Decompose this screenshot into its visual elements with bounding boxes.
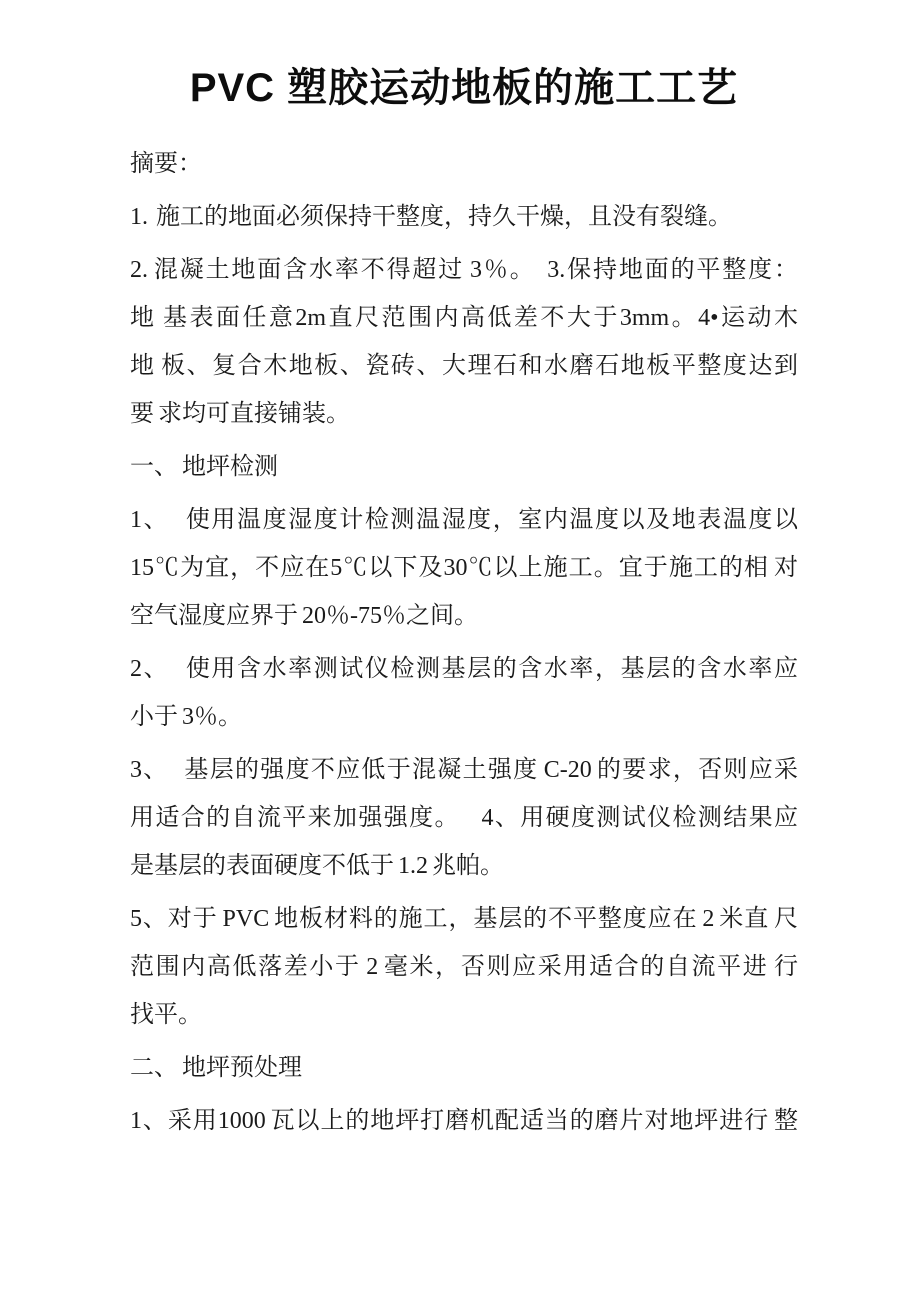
text-line: 5、对于 PVC 地板材料的施工，基层的不平整度应在 2 米直 尺	[130, 906, 798, 932]
paragraph-section1-item2	[130, 645, 798, 741]
paragraph-section1-item3-4	[130, 746, 798, 890]
text-line: 找平。	[130, 1002, 202, 1028]
section-heading-1	[130, 443, 798, 491]
text-line: 15℃为宜，不应在5℃以下及30℃以上施工。宜于施工的相 对	[130, 555, 798, 581]
text-line: 空气湿度应界于 20％-75％之间。	[130, 603, 478, 629]
text-line: 地 板、复合木地板、瓷砖、大理石和水磨石地板平整度达到	[130, 353, 798, 379]
text-line: 2. 混凝土地面含水率不得超过 3％。 3.保持地面的平整度：	[130, 257, 798, 283]
text-line: 2、 使用含水率测试仪检测基层的含水率，基层的含水率应	[130, 656, 798, 682]
text-line: 1. 施工的地面必须保持干整度，持久干燥，且没有裂缝。	[130, 204, 732, 230]
paragraph-item-1	[130, 193, 798, 241]
section-heading-2	[130, 1044, 798, 1092]
paragraph-section1-item1	[130, 496, 798, 640]
text-line: 1、采用1000 瓦以上的地坪打磨机配适当的磨片对地坪进行 整	[130, 1108, 798, 1134]
text-line: 地 基表面任意2m直尺范围内高低差不大于3mm。4•运动木	[130, 305, 798, 331]
text-line: 3、 基层的强度不应低于混凝土强度 C-20 的要求，否则应采	[130, 757, 798, 783]
text-line: 范围内高低落差小于 2 毫米，否则应采用适合的自流平进 行	[130, 954, 798, 980]
text-line: 二、 地坪预处理	[130, 1055, 302, 1081]
text-line: 摘要：	[130, 151, 202, 177]
text-line: 用适合的自流平来加强强度。 4、用硬度测试仪检测结果应	[130, 805, 798, 831]
document-title: PVC 塑胶运动地板的施工工艺	[189, 66, 739, 110]
text-line: 1、 使用温度湿度计检测温湿度，室内温度以及地表温度以	[130, 507, 798, 533]
paragraph-abstract	[130, 140, 798, 188]
text-line: 一、 地坪检测	[130, 454, 278, 480]
text-line: 要 求均可直接铺装。	[130, 401, 350, 427]
paragraph-section2-item1	[130, 1097, 798, 1145]
paragraph-item-2-3-4	[130, 246, 798, 438]
text-line: 是基层的表面硬度不低于 1.2 兆帕。	[130, 853, 504, 879]
paragraph-section1-item5	[130, 895, 798, 1039]
text-line: 小于 3％。	[130, 704, 242, 730]
